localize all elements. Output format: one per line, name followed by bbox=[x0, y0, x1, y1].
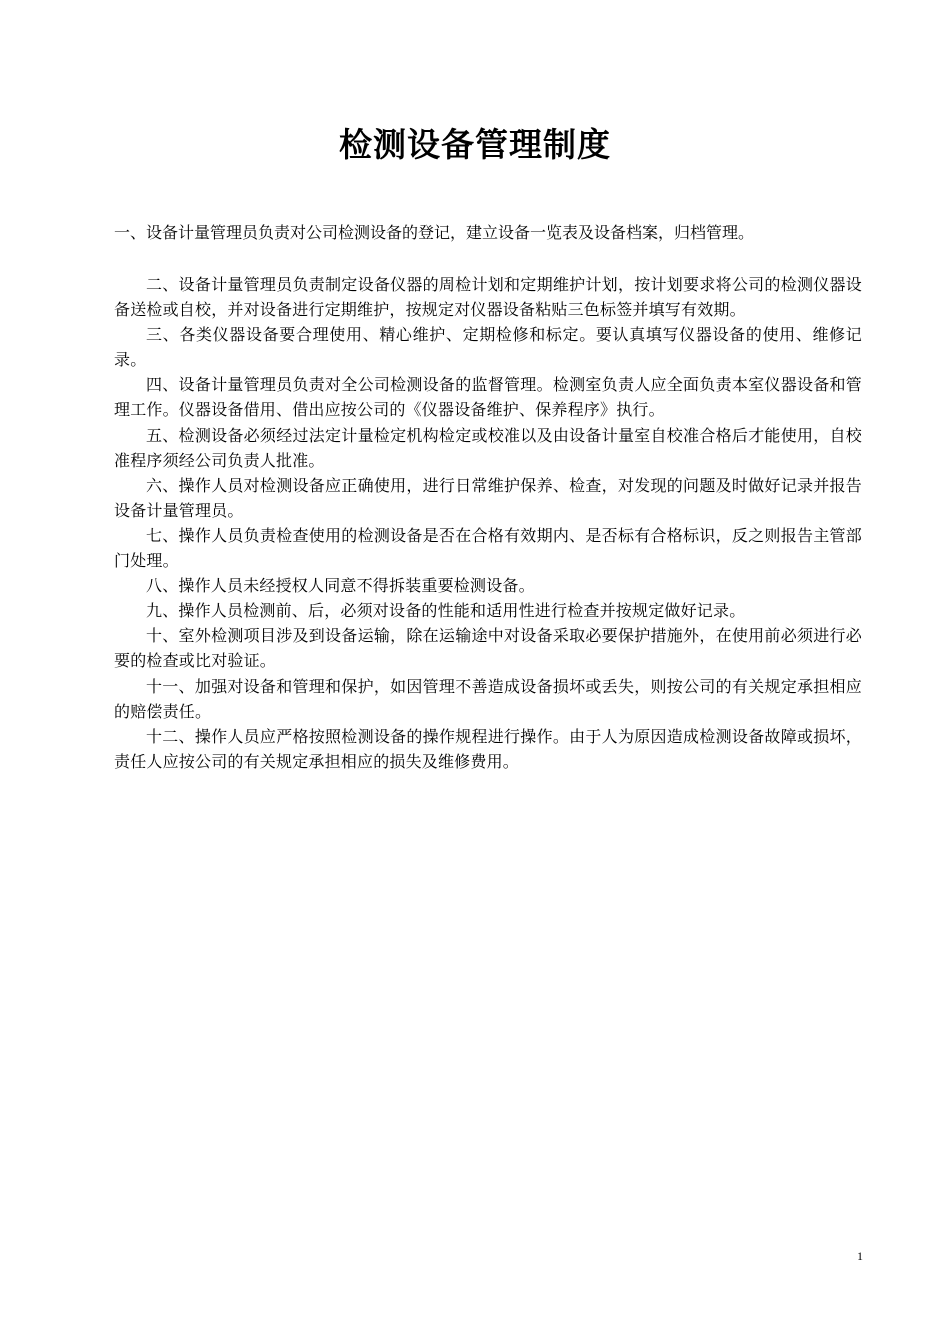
paragraph-12: 十二、操作人员应严格按照检测设备的操作规程进行操作。由于人为原因造成检测设备故障或损坏，责任人应按公司的有关规定承担相应的损失及维修费用。 bbox=[114, 726, 862, 771]
paragraph-8: 八、操作人员未经授权人同意不得拆装重要检测设备。 bbox=[146, 576, 535, 596]
paragraph-9: 九、操作人员检测前、后，必须对设备的性能和适用性进行检查并按规定做好记录。 bbox=[146, 601, 746, 621]
paragraph-11: 十一、加强对设备和管理和保护，如因管理不善造成设备损坏或丢失，则按公司的有关规定承担相应的赔偿责任。 bbox=[114, 676, 862, 721]
document-body bbox=[114, 272, 862, 774]
paragraph-10: 十、室外检测项目涉及到设备运输，除在运输途中对设备采取必要保护措施外，在使用前必须进行必要的检查或比对验证。 bbox=[114, 626, 862, 671]
paragraph-3: 三、各类仪器设备要合理使用、精心维护、定期检修和标定。要认真填写仪器设备的使用、维修记录。 bbox=[114, 325, 862, 370]
paragraph-4: 四、设备计量管理员负责对全公司检测设备的监督管理。检测室负责人应全面负责本室仪器设备和管理工作。仪器设备借用、借出应按公司的《仪器设备维护、保养程序》执行。 bbox=[114, 375, 862, 420]
paragraph-5: 五、检测设备必须经过法定计量检定机构检定或校准以及由设备计量室自校准合格后才能使用，自校准程序须经公司负责人批准。 bbox=[114, 425, 862, 470]
paragraph-2: 二、设备计量管理员负责制定设备仪器的周检计划和定期维护计划，按计划要求将公司的检测仪器设备送检或自校，并对设备进行定期维护，按规定对仪器设备粘贴三色标签并填写有效期。 bbox=[114, 275, 862, 320]
page-number: 1 bbox=[857, 1249, 863, 1263]
document-title: 检测设备管理制度 bbox=[339, 125, 611, 164]
paragraph-1: 一、设备计量管理员负责对公司检测设备的登记，建立设备一览表及设备档案，归档管理。 bbox=[114, 223, 755, 242]
paragraph-7: 七、操作人员负责检查使用的检测设备是否在合格有效期内、是否标有合格标识，反之则报告主管部门处理。 bbox=[114, 525, 862, 571]
paragraph-6: 六、操作人员对检测设备应正确使用，进行日常维护保养、检查，对发现的问题及时做好记录并报告设备计量管理员。 bbox=[114, 475, 862, 520]
